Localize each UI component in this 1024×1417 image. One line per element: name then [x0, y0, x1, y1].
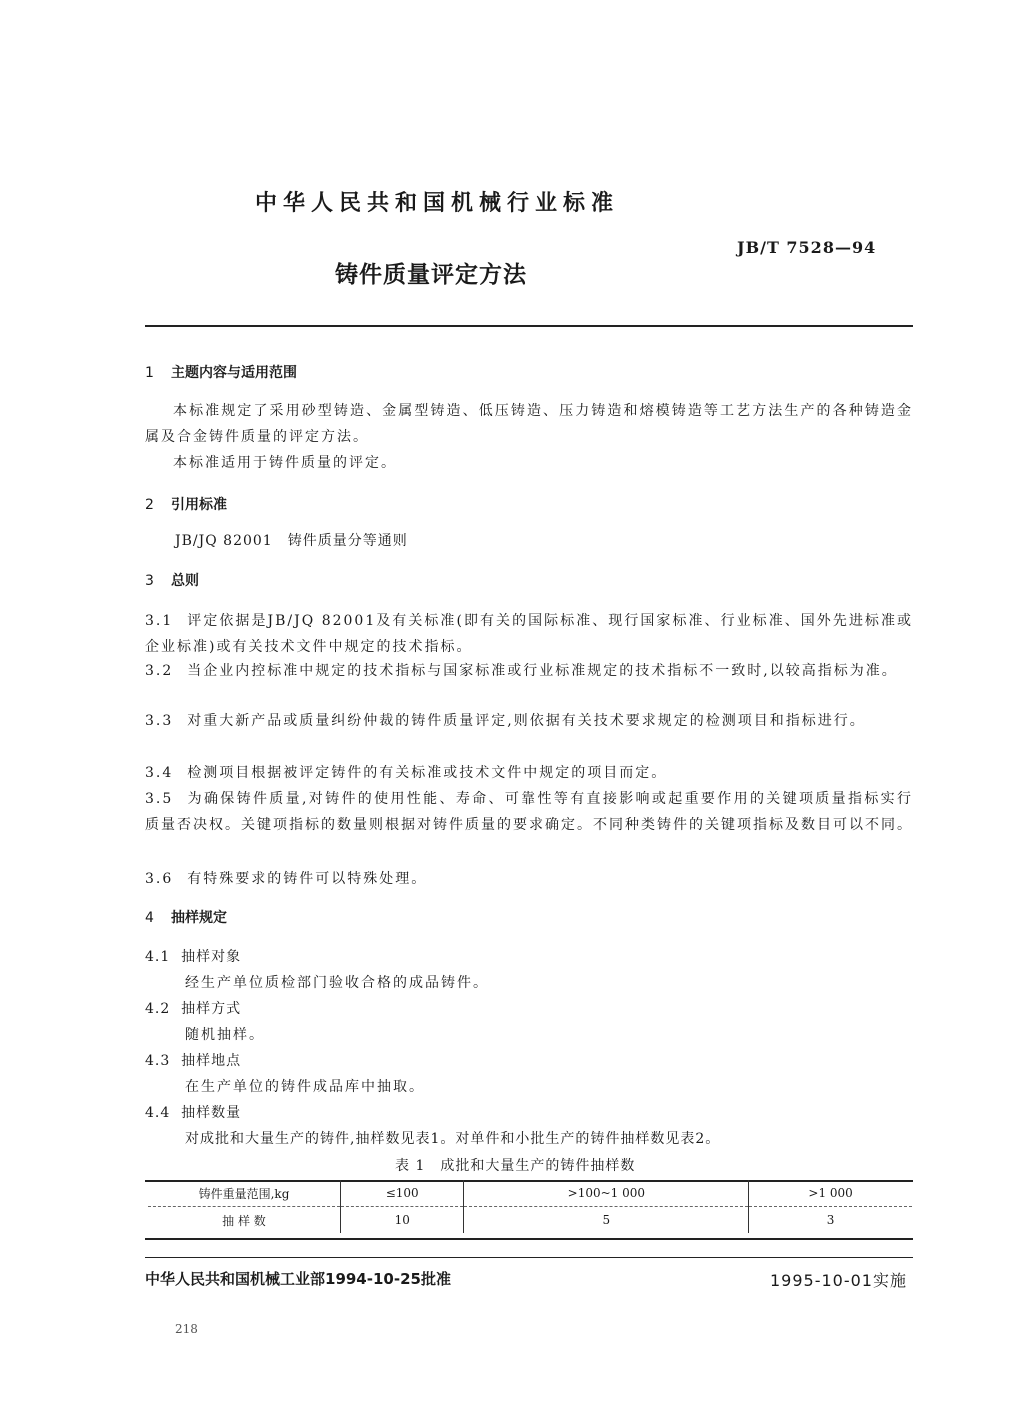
- clause-4-3-label: 4.3 抽样地点: [145, 1053, 242, 1069]
- approval-note: 中华人民共和国机械工业部1994-10-25批准: [145, 1270, 451, 1288]
- reference-standard: JB/JQ 82001 铸件质量分等通则: [175, 533, 408, 549]
- clause-4-2-label: 4.2 抽样方式: [145, 1001, 242, 1017]
- table-header-cell: >100~1 000: [464, 1180, 749, 1207]
- clause-3-3: 3.3 对重大新产品或质量纠纷仲裁的铸件质量评定,则依据有关技术要求规定的检测项目和指标进行。: [145, 713, 866, 729]
- clause-3-4: 3.4 检测项目根据被评定铸件的有关标准或技术文件中规定的项目而定。: [145, 765, 668, 781]
- clause-3-1: 3.1 评定依据是JB/JQ 82001及有关标准(即有关的国际标准、现行国家标准、行业标准、国外先进标准或企业标准)或有关技术文件中规定的技术指标。: [145, 613, 913, 655]
- org-title: 中华人民共和国机械行业标准: [255, 191, 620, 216]
- table-header-cell: ≤100: [341, 1180, 464, 1207]
- table-bottom-rule: [145, 1238, 913, 1240]
- table-header-row: [148, 1180, 912, 1207]
- table-row: [148, 1207, 912, 1234]
- clause-4-1-label: 4.1 抽样对象: [145, 949, 242, 965]
- table-header-cell: >1 000: [749, 1180, 912, 1207]
- section-2-heading: 2 引用标准: [145, 497, 227, 513]
- header-rule: [145, 325, 913, 327]
- footer-rule: [145, 1257, 913, 1258]
- table-cell: 5: [464, 1207, 749, 1234]
- clause-4-3-text: 在生产单位的铸件成品库中抽取。: [185, 1079, 425, 1095]
- section-3-heading: 3 总则: [145, 573, 199, 589]
- table-cell: 10: [341, 1207, 464, 1234]
- clause-4-4-text: 对成批和大量生产的铸件,抽样数见表1。对单件和小批生产的铸件抽样数见表2。: [185, 1131, 721, 1147]
- standard-code: JB/T 7528—94: [737, 238, 877, 257]
- section-4-heading: 4 抽样规定: [145, 910, 227, 926]
- document-title: 铸件质量评定方法: [335, 262, 527, 288]
- section-1-paragraph-2: 本标准适用于铸件质量的评定。: [173, 455, 397, 471]
- clause-4-2-text: 随机抽样。: [185, 1027, 265, 1043]
- sampling-table: [148, 1180, 912, 1233]
- page-number: 218: [175, 1322, 198, 1336]
- clause-3-2: 3.2 当企业内控标准中规定的技术指标与国家标准或行业标准规定的技术指标不一致时,以较高指标为准。: [145, 663, 898, 679]
- table-header-cell: 铸件重量范围,kg: [148, 1180, 341, 1207]
- table-1-caption: 表 1 成批和大量生产的铸件抽样数: [395, 1158, 636, 1174]
- clause-3-6: 3.6 有特殊要求的铸件可以特殊处理。: [145, 871, 428, 887]
- section-1-heading: 1 主题内容与适用范围: [145, 365, 297, 381]
- section-1-paragraph-1: 本标准规定了采用砂型铸造、金属型铸造、低压铸造、压力铸造和熔模铸造等工艺方法生产的各种铸造金属及合金铸件质量的评定方法。: [145, 403, 913, 445]
- clause-4-4-label: 4.4 抽样数量: [145, 1105, 242, 1121]
- table-cell: 抽 样 数: [222, 1213, 266, 1228]
- table-cell: 3: [749, 1207, 912, 1234]
- clause-3-5: 3.5 为确保铸件质量,对铸件的使用性能、寿命、可靠性等有直接影响或起重要作用的关键项质量指标实行质量否决权。关键项指标的数量则根据对铸件质量的要求确定。不同种类铸件的关键项指标及数目可以不同。: [145, 791, 913, 833]
- clause-4-1-text: 经生产单位质检部门验收合格的成品铸件。: [185, 975, 489, 991]
- effective-date: 1995-10-01实施: [770, 1271, 907, 1290]
